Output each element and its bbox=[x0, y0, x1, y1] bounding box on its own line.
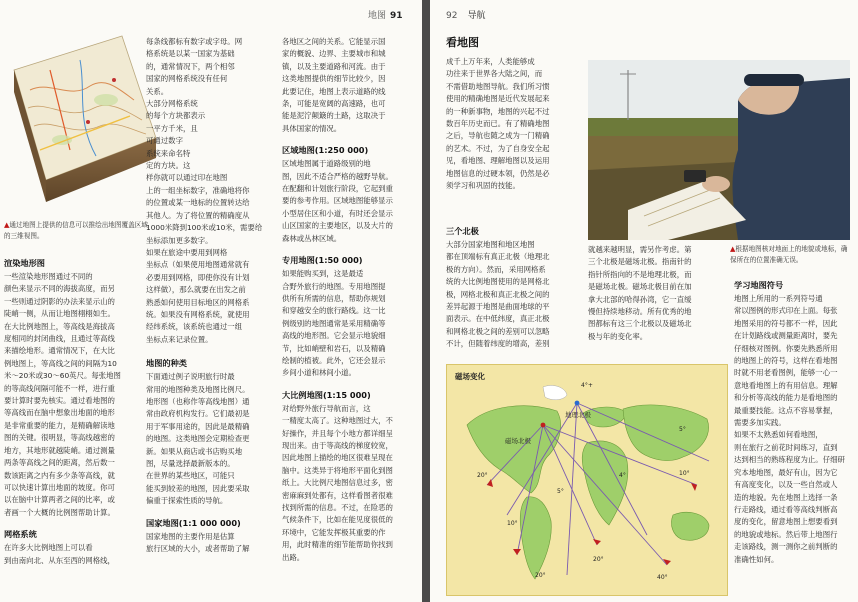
magnetic-variation-map bbox=[446, 364, 728, 596]
left-column-1 bbox=[4, 250, 140, 567]
text-line: 极的方向）。然而，采用网格系 bbox=[446, 264, 546, 274]
text-line: 现出来。由于等高线的梯度较宽， bbox=[282, 440, 393, 450]
left-column-2 bbox=[146, 36, 274, 555]
text-line: 格系统是以某一国家为基础 bbox=[146, 49, 235, 59]
text-line: 达到相当的熟练程度为止。仔细研 bbox=[734, 455, 845, 465]
text-line: 时就不用老看图例，能够一心一 bbox=[734, 368, 838, 378]
left-section-title: 地图 bbox=[368, 11, 387, 21]
text-line: 来描绘地形。通常情况下，在大比 bbox=[4, 346, 115, 356]
world-map-graphic bbox=[447, 365, 727, 595]
text-line: 例地图上，等高线之间的间隔为10 bbox=[4, 358, 117, 368]
text-line: 好操作，并且每个小地方都详细呈 bbox=[282, 428, 393, 438]
text-line: 都在顶端标有真正北极（地理北 bbox=[446, 252, 550, 262]
north-text-2 bbox=[588, 244, 722, 343]
text-line: 三个北极是磁场北极。指南针的 bbox=[588, 257, 692, 267]
text-line: 仔细核对图例。你要先熟悉所用 bbox=[734, 343, 838, 353]
text-line: 以在脑中计算两者之间的比率，或 bbox=[4, 495, 115, 505]
variation-label-4: 5° bbox=[557, 488, 564, 495]
north-column-1 bbox=[446, 218, 582, 351]
text-line: 每条线都标有数字或字母。网 bbox=[146, 37, 243, 46]
text-line: 这类地图提供的细节比较少，因 bbox=[282, 74, 386, 84]
text-line: 纸上。大比例尺地图信息过多，密 bbox=[282, 478, 393, 488]
text-line: 两条等高线之间的距离，然后数一 bbox=[4, 458, 115, 468]
north-column-2 bbox=[588, 244, 722, 343]
terrain-image-caption bbox=[4, 220, 152, 241]
text-line: 的地图上的符号，这样在看地图 bbox=[734, 356, 838, 366]
text-line: 面表示。在中低纬度，真正北极 bbox=[446, 314, 550, 324]
text-line: 此要记住，地图上表示道路的线 bbox=[282, 86, 386, 96]
text-line: 坐标添加更多数字。 bbox=[146, 235, 213, 245]
text-line: 在计划路线或测量距离时，要先 bbox=[734, 331, 838, 341]
text-line: 一些则通过阴影的办法来显示山的 bbox=[4, 296, 115, 306]
national-heading: 国家地图(1:1 000 000) bbox=[146, 517, 241, 528]
text-line: 要的参考作用。区域地图能够显示 bbox=[282, 196, 393, 206]
text-line: 成千上万年来，人类能够成 bbox=[446, 57, 535, 66]
grid-heading: 网格系统 bbox=[4, 529, 37, 540]
text-line: 系统来命名特 bbox=[146, 148, 191, 158]
text-line: 1000米降到100米或10米，需要给 bbox=[146, 223, 263, 233]
text-line: 大部分国家地图和地区地图 bbox=[446, 240, 535, 249]
text-line: 一平方千米，且 bbox=[146, 123, 198, 133]
text-line: 颜色来显示不同的海拔高度，而另 bbox=[4, 284, 115, 294]
text-line: 熟悉如何使用目标地区的网格系 bbox=[146, 297, 250, 307]
text-line: 条，可能是宽阔的高速路，也可 bbox=[282, 99, 386, 109]
text-line: 数该距离之内有多少条等高线，就 bbox=[4, 470, 115, 480]
text-line: 指针所指向的不是地理北极，而 bbox=[588, 269, 692, 279]
text-line: 合野外旅行的地图。专用地图提 bbox=[282, 281, 386, 291]
text-line: 和网格北极之间的差别可以忽略 bbox=[446, 326, 550, 336]
right-intro-column bbox=[446, 56, 576, 192]
text-line: 上的一组坐标数字，准确地将你 bbox=[146, 185, 250, 195]
text-line: 图的关键。很明显，等高线越密的 bbox=[4, 433, 115, 443]
text-line: 慢但持续地移动。所有优秀的地 bbox=[588, 307, 692, 317]
text-line: 在大比例地图上，等高线是海拔高 bbox=[4, 321, 115, 331]
text-line: 国家地图的主要作用是估算 bbox=[146, 531, 235, 541]
regional-heading: 区域地图(1:250 000) bbox=[282, 145, 369, 156]
text-line: 拿大北部的哈得孙湾，它一直缓 bbox=[588, 294, 692, 304]
text-line: 之后，导航也随之成为一门精确 bbox=[446, 131, 550, 141]
text-line: 用于军事用途的，因此是最精确 bbox=[146, 421, 250, 431]
left-page-number: 91 bbox=[390, 11, 403, 21]
variation-label-7: 10° bbox=[679, 470, 690, 477]
text-line: 和分析等高线的能力是看地图的 bbox=[734, 393, 838, 403]
variation-label-3: 10° bbox=[507, 520, 518, 527]
regional-text bbox=[282, 158, 412, 245]
text-line: 下面通过例子说明旅行时最 bbox=[146, 372, 235, 382]
text-line: 准确性如何。 bbox=[734, 554, 779, 564]
text-line: 走该路线，测一测你之前判断的 bbox=[734, 542, 838, 552]
text-line: 则在旅行之前花时间练习，直到 bbox=[734, 442, 838, 452]
text-line: 山区国家的主要地区，以及大片的 bbox=[282, 221, 393, 231]
text-line: 使用的精确地图是近代发展起来 bbox=[446, 94, 550, 104]
text-line: 节，比如峭壁和岩石，以及精确 bbox=[282, 343, 386, 353]
text-line: 差异起源于地图是曲面地球的平 bbox=[446, 302, 550, 312]
right-section-title: 导航 bbox=[467, 11, 486, 21]
text-line: 有高度变化，以及一些自然或人 bbox=[734, 480, 838, 490]
text-line: 等高线而在脑中想象出地面的地形 bbox=[4, 408, 115, 418]
left-page bbox=[0, 0, 422, 602]
text-line: 供所有所需的信息，帮助你规划 bbox=[282, 293, 386, 303]
magnetic-north-label: 磁场北极 bbox=[505, 437, 531, 445]
national-text bbox=[146, 531, 274, 556]
text-line: 是非常重要的能力，是精确解读地 bbox=[4, 420, 115, 430]
text-line: 图都标有这三个北极以及磁场北 bbox=[588, 319, 692, 329]
text-line: 旅行区域的大小，或者帮助了解 bbox=[146, 544, 250, 554]
special-heading: 专用地图(1:50 000) bbox=[282, 255, 363, 266]
text-line: 可以快速计算出地面的坡度。你可 bbox=[4, 482, 115, 492]
text-line: 如果在旅途中要用到网格 bbox=[146, 247, 228, 257]
right-running-head bbox=[446, 8, 485, 21]
text-line: 统。如果没有网格系统，就使用 bbox=[146, 309, 250, 319]
national-continued-text bbox=[282, 36, 412, 135]
text-line: 区域地图属于道路级别的地 bbox=[282, 159, 371, 169]
text-line: 要计算时要先核实。通过看地图的 bbox=[4, 396, 115, 406]
text-line: 的每个方块都表示 bbox=[146, 111, 206, 121]
photo-caption bbox=[730, 244, 854, 265]
types-text bbox=[146, 371, 274, 507]
text-line: 出路。 bbox=[282, 552, 305, 562]
text-line: 小型居住区和小道，有时还会显示 bbox=[282, 208, 393, 218]
text-line: 功往来于世界各大陆之间，而 bbox=[446, 69, 543, 79]
text-line: 造的地貌。先在地图上选择一条 bbox=[734, 492, 838, 502]
text-line: 森林或丛林区域。 bbox=[282, 233, 342, 243]
text-line: 数百年历史而已。有了精确地图 bbox=[446, 119, 550, 129]
text-line: 到由南向北、从东至西的网格线， bbox=[4, 555, 115, 565]
text-line: 图，因此不适合严格的越野导航。 bbox=[282, 171, 393, 181]
text-line: 用，此时精准的细节能帮助你找到 bbox=[282, 540, 393, 550]
text-line: 密麻麻到处都有，这样看图者很难 bbox=[282, 490, 393, 500]
text-line: 的地图。这类地图会定期检查更 bbox=[146, 434, 250, 444]
text-line: 度相同的封闭曲线，且通过等高线 bbox=[4, 334, 115, 344]
text-line: 需要多加实践。 bbox=[734, 418, 786, 428]
geographic-north-marker bbox=[575, 401, 580, 406]
left-column-3 bbox=[282, 36, 412, 564]
text-line: 不计，但随着纬度的增高，差别 bbox=[446, 339, 550, 349]
north-text-1 bbox=[446, 239, 582, 351]
types-heading: 地图的种类 bbox=[146, 358, 187, 369]
text-line: 如果不太熟悉如何看地图， bbox=[734, 430, 823, 440]
geographic-north-label: 地理北极 bbox=[565, 411, 591, 419]
text-line: 乡间小道和林间小道。 bbox=[282, 368, 356, 378]
text-line: 能买到较差的地图，因此要采取 bbox=[146, 483, 250, 493]
grid-text bbox=[4, 542, 140, 567]
text-line: 是磁场北极。磁场北极目前在加 bbox=[588, 282, 692, 292]
variation-label-1: 4°+ bbox=[581, 382, 593, 389]
text-line: 图，尽量选择最新版本的。 bbox=[146, 459, 235, 468]
text-line: 样你就可以通过印在地图 bbox=[146, 173, 228, 183]
text-line: 常用的地图种类及地图比例尺。 bbox=[146, 384, 250, 394]
terrain-caption-text: 通过地图上提供的信息可以推绘出地图覆盖区域的三维视图。 bbox=[4, 221, 148, 240]
text-line: 如果能购买到，这是最适 bbox=[282, 269, 364, 279]
text-line: 米～20米或30～60英尺。每张地图 bbox=[4, 371, 121, 381]
intro-text bbox=[446, 56, 576, 192]
text-line: 可通过数字 bbox=[146, 136, 183, 146]
text-line: 度的变化，留意地图上想要看到 bbox=[734, 517, 838, 527]
text-line: 各地区之间的关系。它能显示国 bbox=[282, 37, 386, 46]
caption-triangle-icon: ▲ bbox=[730, 245, 736, 253]
text-line: 找到所需的信息。不过，在险恶的 bbox=[282, 503, 393, 512]
right-page-number: 92 bbox=[446, 11, 458, 21]
special-text bbox=[282, 268, 412, 380]
text-line: 极，网格北极和真正北极之间的 bbox=[446, 289, 550, 299]
text-line: 极与年的变化率。 bbox=[588, 331, 648, 341]
text-line: 环境中，它能发挥极其重要的作 bbox=[282, 527, 386, 537]
text-line: 行走路线，通过看等高线判断高 bbox=[734, 504, 838, 514]
text-line: 经纬系统，该系统也通过一组 bbox=[146, 322, 243, 332]
text-line: 在配翻和计划旅行阶段，它起到重 bbox=[282, 184, 393, 194]
text-line: 气候条件下，比如在能见度很低的 bbox=[282, 515, 393, 525]
text-line: 对给野外旅行导航而言，这 bbox=[282, 403, 371, 413]
text-line: 在世界的某些地区，可能只 bbox=[146, 471, 235, 481]
variation-label-10: 5° bbox=[679, 426, 686, 433]
text-line: 陡峭一侧，从而让地图栩栩如生。 bbox=[4, 309, 115, 319]
text-line: 的地貌或地标。然后带上地图行 bbox=[734, 529, 838, 539]
text-line: 的等高线间隔可能不一样，进行重 bbox=[4, 383, 115, 393]
text-line: 例级别的地图通常是采用精确等 bbox=[282, 318, 386, 328]
variation-label-5: 4° bbox=[619, 472, 626, 479]
text-line: 地图上所用的一系列符号通 bbox=[734, 294, 823, 303]
text-line: 究本地地图，最好有山，因为它 bbox=[734, 467, 838, 477]
text-line: 坐标点来记录位置。 bbox=[146, 334, 213, 344]
symbols-column bbox=[734, 272, 850, 566]
right-page bbox=[430, 0, 858, 602]
book-gutter bbox=[422, 0, 430, 602]
relief-text bbox=[4, 271, 140, 519]
left-running-head bbox=[368, 8, 403, 21]
text-line: 坐标点（如果使用地图通常就有 bbox=[146, 260, 250, 270]
text-line: 地图采用的符号都不一样，因此 bbox=[734, 318, 838, 328]
text-line: 的艺术。不过，为了自身安全起 bbox=[446, 143, 550, 153]
terrain-3d-image bbox=[10, 30, 158, 216]
text-line: 的一种新事物，地图的兴起不过 bbox=[446, 106, 550, 116]
variation-label-9: 20° bbox=[535, 572, 546, 579]
text-line: 意地看地图上的有用信息。理解 bbox=[734, 380, 838, 390]
text-line: 在许多大比例地图上可以看 bbox=[4, 543, 93, 553]
large-scale-heading: 大比例地图(1:15 000) bbox=[282, 389, 371, 400]
relief-heading: 渲染地形图 bbox=[4, 258, 45, 268]
symbols-heading: 学习地图符号 bbox=[734, 280, 784, 290]
text-line: 家的概貌、边界、主要城市和城 bbox=[282, 49, 386, 59]
text-line: 关系。 bbox=[146, 86, 169, 96]
text-line: 地图信息的过硬本领，仍然是必 bbox=[446, 168, 550, 178]
text-line: 一精度太高了。这种地图过大，不 bbox=[282, 416, 393, 426]
map-title: 磁场变化 bbox=[455, 372, 485, 381]
variation-label-2: 20° bbox=[477, 472, 488, 479]
text-line: 国家的网格系统没有任何 bbox=[146, 74, 228, 84]
symbols-text bbox=[734, 293, 850, 566]
photo-caption-text: 根据地图核对地面上的地貌或地标，确保所在的位置准确无误。 bbox=[730, 245, 848, 264]
text-line: 就越来越明显，需另作考虑。第 bbox=[588, 245, 692, 254]
text-line: 脑中。这类异于将地形平面化到图 bbox=[282, 465, 393, 475]
page-title: 看地图 bbox=[446, 36, 479, 49]
text-line: 能是泥泞颠簸的土路，这取决于 bbox=[282, 111, 386, 121]
text-line: 定的方块。这 bbox=[146, 161, 191, 171]
text-line: 统的大比例地图使用的是网格北 bbox=[446, 277, 550, 287]
text-line: 常由政府机构发行。它们最初是 bbox=[146, 409, 250, 419]
magnetic-north-marker bbox=[541, 423, 546, 428]
text-line: 镇，以及主要道路和河流。由于 bbox=[282, 61, 386, 71]
variation-label-6: 20° bbox=[593, 556, 604, 563]
text-line: 具体国家的情况。 bbox=[282, 123, 342, 133]
caption-triangle-icon: ▲ bbox=[4, 221, 10, 229]
text-line: 地形图（也称作等高线地图）通 bbox=[146, 396, 250, 406]
text-line: 新。如果从商店或书店购买地 bbox=[146, 446, 243, 456]
grid-intro-text bbox=[146, 36, 274, 346]
large-scale-text bbox=[282, 403, 412, 564]
text-line: 见，看地图、理解地图以及运用 bbox=[446, 156, 550, 166]
text-line: 必要用到网格，即使你没有计划 bbox=[146, 272, 250, 282]
text-line: 高线的地形图。它会显示地貌细 bbox=[282, 331, 386, 341]
text-line: 偏重于探索性质的导航。 bbox=[146, 496, 228, 506]
text-line: 不需借助地图导航。我们所习惯 bbox=[446, 81, 550, 91]
text-line: 绘制的植被。此外，它还会显示 bbox=[282, 355, 386, 365]
text-line: 和穿越安全的旅行路线。这一比 bbox=[282, 306, 386, 316]
text-line: 须学习和巩固的技能。 bbox=[446, 181, 520, 191]
text-line: 地方，其地形就越陡峭。通过测量 bbox=[4, 445, 115, 455]
text-line: 一些渲染地形图通过不同的 bbox=[4, 272, 93, 281]
variation-label-8: 40° bbox=[657, 574, 668, 581]
text-line: 常以图例的形式印在上面。每张 bbox=[734, 306, 838, 316]
text-line: 其他人。为了将位置的精确度从 bbox=[146, 210, 250, 220]
text-line: 大部分网格系统 bbox=[146, 99, 198, 109]
north-heading: 三个北极 bbox=[446, 226, 479, 236]
text-line: 的，通常情况下，两个相邻 bbox=[146, 61, 235, 71]
text-line: 这样做），那么就要在出发之前 bbox=[146, 285, 246, 295]
text-line: 因此地图上描绘的地区很难呈现在 bbox=[282, 453, 393, 463]
text-line: 者画一个大概的比例图帮助计算。 bbox=[4, 507, 115, 517]
text-line: 的位置或某一地标的位置转达给 bbox=[146, 198, 250, 208]
map-reading-photo bbox=[588, 60, 850, 240]
text-line: 最重要技能。这点不容易掌握， bbox=[734, 405, 838, 415]
